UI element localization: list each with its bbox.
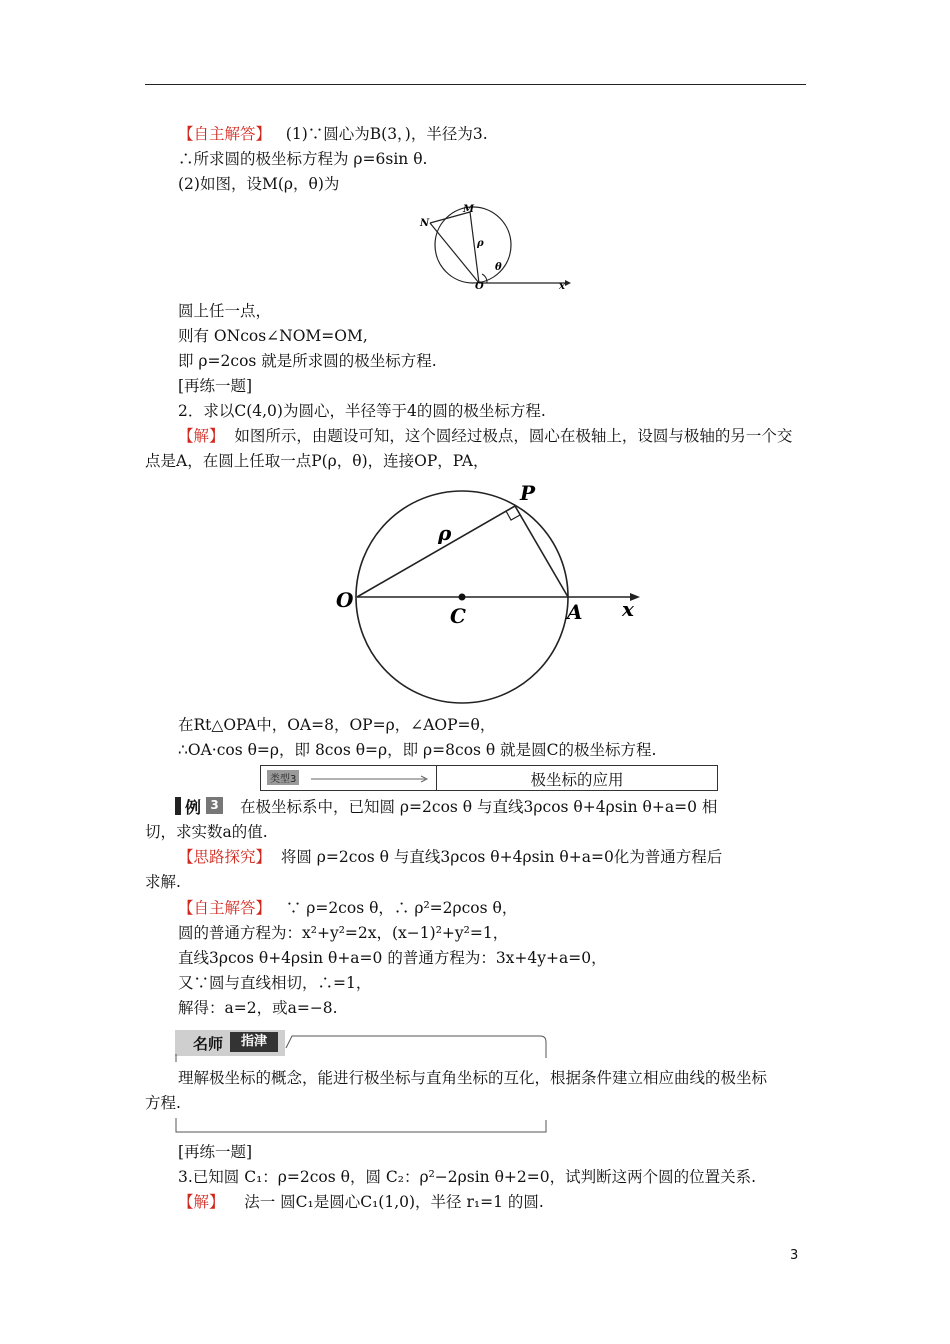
line-5: 则有 ONcos∠NOM=OM, [178,327,368,345]
line-16: 求解. [145,873,181,891]
line-19: 直线3ρcos θ+4ρsin θ+a=0 的普通方程为：3x+4y+a=0， [178,949,607,967]
line-10: 点是A，在圆上任取一点P(ρ，θ)，连接OP，PA， [145,452,489,470]
line-25: 3.已知圆 C₁：ρ=2cos θ，圆 C₂：ρ²−2ρsin θ+2=0，试判断这两个圆的位置关系. [178,1168,757,1186]
line-18: 圆的普通方程为：x²+y²=2x，(x−1)²+y²=1， [178,924,509,942]
banner-type-cell [261,766,437,790]
line-20: 又∵圆与直线相切，∴=1， [178,974,372,992]
line-9-text: 如图所示，由题设可知，这个圆经过极点，圆心在极轴上，设圆与极轴的另一个交 [234,427,793,445]
fig1-label-N: N [420,218,430,229]
fig1-label-theta: θ [495,262,502,273]
self-answer-tag: 【自主解答】 [178,125,272,143]
arrow-icon [311,775,431,783]
line-26 [178,1192,544,1212]
line-8: 2．求以C(4,0)为圆心，半径等于4的圆的极坐标方程. [178,402,546,420]
fig1-label-M: M [463,204,475,215]
line-22: 理解极坐标的概念，能进行极坐标与直角坐标的互化，根据条件建立相应曲线的极坐标 [178,1069,768,1087]
line-9 [178,426,792,446]
solution-tag-2: 【解】 [178,1193,225,1211]
line-6: 即 ρ=2cos 就是所求圆的极坐标方程. [178,352,437,370]
example-number: 3 [206,797,223,814]
line-26-text: 法一 圆C₁是圆心C₁(1,0)，半径 r₁=1 的圆. [244,1193,544,1211]
fig2-label-C: C [450,604,466,628]
line-17-text: ∵ ρ=2cos θ，∴ ρ²=2ρcos θ， [285,899,518,917]
line-14: 切，求实数a的值. [145,823,268,841]
fig2-label-P: P [520,481,536,505]
line-1 [178,124,488,144]
line-11: 在Rt△OPA中，OA=8，OP=ρ，∠AOP=θ， [178,716,496,734]
teacher-tip-box: 指津 [230,1032,278,1052]
line-2: ∴所求圆的极坐标方程为 ρ=6sin θ. [178,150,428,168]
fig1-label-rho: ρ [477,238,484,249]
thinking-tag: 【思路探究】 [178,848,272,866]
line-1-text: (1)∵圆心为B(3，)，半径为3. [285,125,488,143]
line-24: [再练一题] [178,1143,253,1161]
line-3: (2)如图，设M(ρ，θ)为 [178,175,340,193]
teacher-tip-word: 名师 [193,1035,224,1053]
fig2-label-A: A [567,600,583,624]
line-17 [178,898,517,918]
line-23: 方程. [145,1094,181,1112]
line-12: ∴OA·cos θ=ρ，即 8cos θ=ρ，即 ρ=8cos θ 就是圆C的极坐标方程. [178,741,657,759]
line-15 [178,847,722,867]
banner-type-tag: 类型3 [267,770,299,785]
banner-title: 极坐标的应用 [530,771,624,789]
fig1-label-O: O [475,281,484,292]
fig2-label-rho: ρ [438,521,452,545]
self-answer-tag-2: 【自主解答】 [178,899,272,917]
solution-tag: 【解】 [178,427,225,445]
line-15-text: 将圆 ρ=2cos θ 与直线3ρcos θ+4ρsin θ+a=0化为普通方程后 [280,848,723,866]
figure-circle-small [415,200,575,292]
figure-circle-large [330,476,650,708]
line-7: [再练一题] [178,377,253,395]
example-word: 例 [185,798,202,817]
header-rule [145,84,806,85]
fig2-label-x: x [622,597,634,621]
example-badge [175,795,225,817]
fig1-label-x: x [559,281,565,292]
section-banner [260,765,718,791]
fig2-label-O: O [336,588,354,612]
page-number: 3 [790,1248,799,1263]
line-13: 在极坐标系中，已知圆 ρ=2cos θ 与直线3ρcos θ+4ρsin θ+a=0 相 [240,798,718,816]
line-21: 解得：a=2，或a=−8. [178,999,338,1017]
line-4: 圆上任一点， [178,302,272,320]
